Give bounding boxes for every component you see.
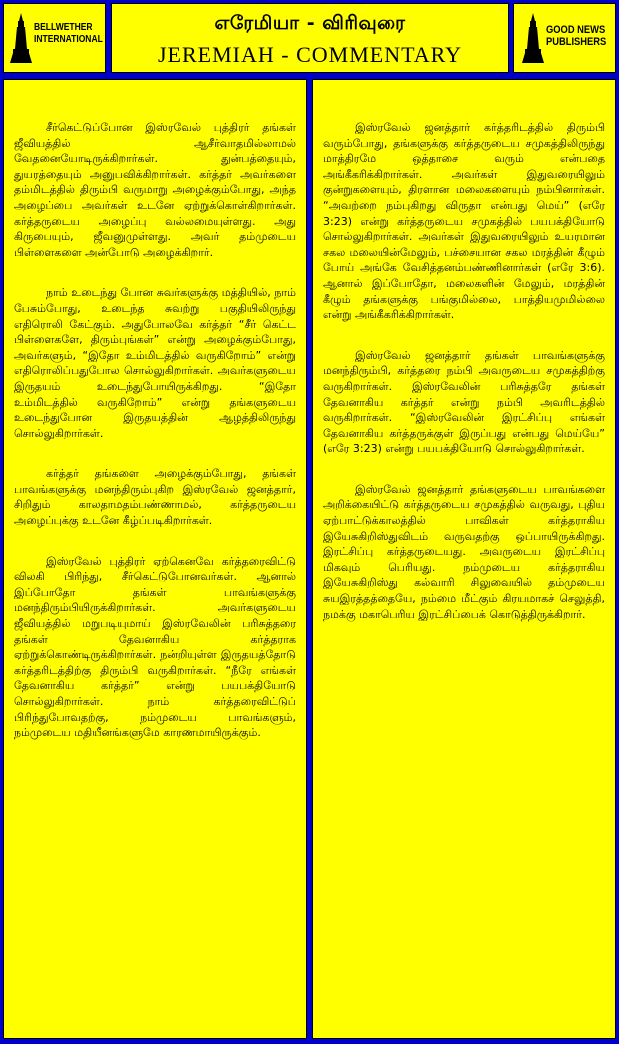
bellwether-logo	[3, 3, 106, 73]
title-english: JEREMIAH - COMMENTARY	[157, 42, 463, 67]
left-column	[3, 79, 307, 1039]
title-box	[111, 3, 509, 73]
logo-right-line1: GOOD NEWS	[546, 24, 606, 36]
right-paragraph-3: இஸ்ரவேல் ஜனத்தார் தங்களுடைய பாவங்களை அறிக்கையிட்டு கர்த்தருடைய சமுகத்தில் வருவது, புதிய ஏற்பாட்டுக்காலத்தில் பாவிகள் கர்த்தராகிய இயேசுகிறிஸ்துவிடம் வருவதற்கு ஒப்பாயிருக்கிறது. இரட்சிப்பு கர்த்தருடையது. அவருடைய இரட்சிப்பு மிகவும் பெரியது. நம்முடைய கர்த்தராகிய இயேசுகிறிஸ்து கல்வாரி சிலுவையில் தம்முடைய சுயஇரத்தத்தையே, நம்மை மீட்கும் கிரயமாகச் செலுத்தி, நமக்கு மகாபெரிய இரட்சிப்பைக் கொடுத்திருக்கிறார்.	[323, 482, 605, 621]
bellwether-tower-icon	[10, 13, 32, 63]
logo-left-line1: BELLWETHER	[34, 22, 93, 33]
logo-left-line2: INTERNATIONAL	[34, 34, 103, 45]
left-paragraph-1: சீர்கெட்டுப்போன இஸ்ரவேல் புத்திரர் தங்கள் ஜீவியத்தில் ஆசீர்வாதமில்லாமல் வேதனையோடிருக்கிறார்கள். துன்பத்தையும், துயரத்தையும் அனுபவிக்கிறார்கள். கர்த்தர் அவர்களை தம்மிடத்தில் திரும்பி வருமாறு அழைக்கும்போது, அந்த அழைப்பை அவர்கள் உடனே ஏற்றுக்கொள்கிறார்கள். கர்த்தருடைய அழைப்பு வல்லமையுள்ளது. அது கிருபையும், ஜீவனுமுள்ளது. அவர் தம்முடைய பிள்ளைகளை அன்போடு அழைக்கிறார்.	[14, 121, 296, 259]
left-paragraph-3: கர்த்தர் தங்களை அழைக்கும்போது, தங்கள் பாவங்களுக்கு மனந்திரும்புகிற இஸ்ரவேல் ஜனத்தார், சிறிதும் காலதாமதம்பண்ணாமல், கர்த்தருடைய அழைப்புக்கு உடனே கீழ்ப்படிகிறார்கள்.	[14, 467, 296, 528]
left-paragraph-2: நாம் உடைந்து போன சுவர்களுக்கு மத்தியில், நாம் பேசும்போது, உடைந்த சுவற்று பகுதியிலிருந்து எதிரொலி கேட்கும். அதுபோலவே கர்த்தர் “சீர் கெட்ட பிள்ளைகளே, திரும்புங்கள்” என்று அழைக்கும்போது, அவர்களும், “இதோ உம்மிடத்தில் வருகிறோம்” என்று எதிரொலிப்பதுபோல சொல்லுகிறார்கள். அவர்களுடைய இருதயம் உடைந்துபோயிருக்கிறது. “இதோ உம்மிடத்தில் வருகிறோம்” என்று தங்களுடைய உடைந்துபோன இருதயத்தின் ஆழத்திலிருந்து சொல்லுகிறார்கள்.	[14, 286, 296, 440]
right-paragraph-2: இஸ்ரவேல் ஜனத்தார் தங்கள் பாவங்களுக்கு மனந்திரும்பி, கர்த்தரை நம்பி அவருடைய சமுகத்திற்கு வருகிறார்கள். இஸ்ரவேலின் பரிசுத்தரே தங்கள் தேவனாகிய கர்த்தர் என்று நம்பி அவரிடத்தில் வருகிறார்கள். “இஸ்ரவேலின் இரட்சிப்பு எங்கள் தேவனாகிய கர்த்தருக்குள் இருப்பது என்பது மெய்யே” (எரே 3:23) என்று பயபக்தியோடு சொல்லுகிறார்கள்.	[323, 348, 605, 456]
right-paragraph-1: இஸ்ரவேல் ஜனத்தார் கர்த்தரிடத்தில் திரும்பி வரும்போது, தங்களுக்கு கர்த்தருடைய சமுகத்திலிருந்து மாத்திரமே ஒத்தாசை வரும் என்பதை அங்கீகரிக்கிறார்கள். அவர்கள் இதுவரையிலும் குன்றுகளையும், திரளான மலைகளையும் நம்பினார்கள். “அவற்றை நம்புகிறது விருதா என்பது மெய்” (எரே 3:23) என்று கர்த்தருடைய சமுகத்தில் பயபக்தியோடு சொல்லுகிறார்கள். அவர்கள் இதுவரையிலும் உயரமான சகல மலையின்மேலும், பச்சையான சகல மரத்தின் கீழும் போய் அங்கே வேசித்தனம்பண்ணினார்கள் (எரே 3:6). ஆனால் இப்போதோ, மலைகளின் மேலும், மரத்தின் கீழும் தங்களுக்கு பங்குமில்லை, பாத்தியமுமில்லை என்று அங்கீகரிக்கிறார்கள்.	[323, 121, 605, 322]
header	[3, 3, 616, 75]
good-news-logo	[513, 3, 616, 73]
right-column	[312, 79, 616, 1039]
logo-right-line2: PUBLISHERS	[546, 36, 607, 48]
left-paragraph-4: இஸ்ரவேல் புத்திரர் ஏற்கெனவே கர்த்தரைவிட்டு விலகி பிரிந்து, சீர்கெட்டுபோனவர்கள். ஆனால் இப்போதோ தங்கள் பாவங்களுக்கு மனந்திரும்பியிருக்கிறார்கள். அவர்களுடைய ஜீவியத்தில் மறுபடியுமாய் இஸ்ரவேலின் பரிசுத்தரை தங்கள் தேவனாகிய கர்த்தராக ஏற்றுக்கொண்டிருக்கிறார்கள். நன்றியுள்ள இருதயத்தோடு கர்த்தரிடத்திற்கு திரும்பி வருகிறார்கள். “நீரே எங்கள் தேவனாகிய கர்த்தர்” என்று பயபக்தியோடு சொல்லுகிறார்கள். நாம் கர்த்தரைவிட்டுப் பிரிந்துபோவதற்கு, நம்முடைய பாவங்களும், நம்முடைய மதியீனங்களுமே காரணமாயிருக்கும்.	[14, 554, 296, 740]
good-news-tower-icon	[522, 13, 544, 63]
title-tamil: எரேமியா - விரிவுரை	[214, 12, 406, 34]
